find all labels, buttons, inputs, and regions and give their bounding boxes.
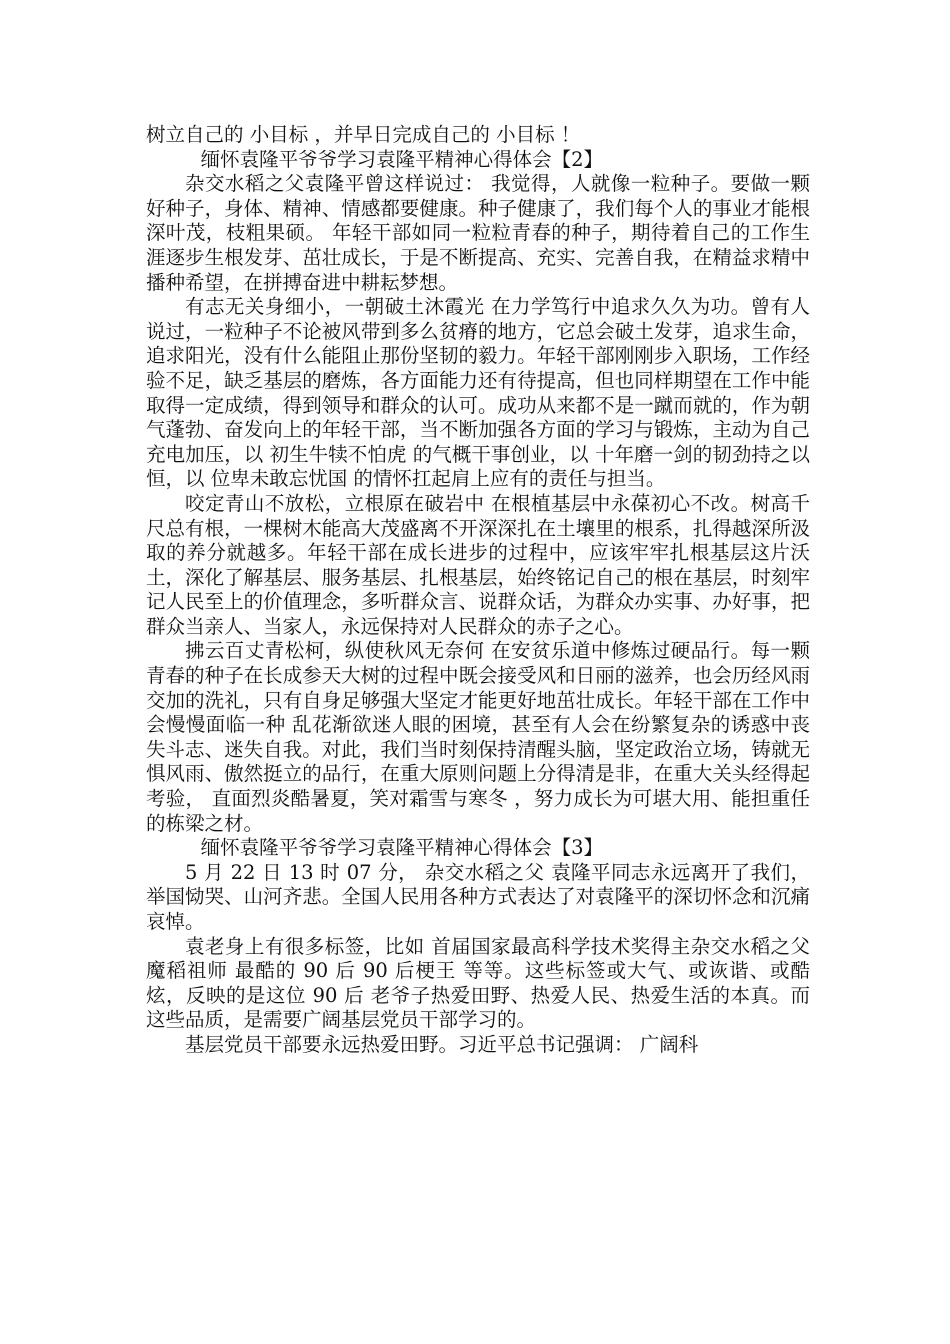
paragraph-seed-quote: 杂交水稻之父袁隆平曾这样说过： 我觉得，人就像一粒种子。要做一颗好种子，身体、精神、情感都要健康。种子健康了，我们每个人的事业才能根深叶茂，枝粗果硕。 年轻干部如同一粒粒青春的种子，期待着自己的工作生涯逐步生根发芽、茁壮成长，于是不断提高、充实、完善自我，在精益求精中播种希望，在拼搏奋进中耕耘梦想。 <box>146 172 810 294</box>
paragraph-grassroots: 咬定青山不放松，立根原在破岩中 在根植基层中永葆初心不改。树高千尺总有根，一棵树木能高大茂盛离不开深深扎在土壤里的根系，扎得越深所汲取的养分就越多。年轻干部在成长进步的过程中，应该牢牢扎根基层这片沃土，深化了解基层、服务基层、扎根基层，始终铭记自己的根在基层，时刻牢记人民至上的价值理念，多听群众言、说群众话，为群众办实事、办好事，把群众当亲人、当家人，永远保持对人民群众的赤子之心。 <box>146 491 810 638</box>
section-heading-2: 缅怀袁隆平爷爷学习袁隆平精神心得体会【2】 <box>200 147 604 171</box>
paragraph-continuation: 树立自己的 小目标 ，并早日完成自己的 小目标 ！ <box>146 123 581 146</box>
paragraph-character: 拂云百丈青松柯，纵使秋风无奈何 在安贫乐道中修炼过硬品行。每一颗青春的种子在长成参天大树的过程中既会接受风和日丽的滋养，也会历经风雨交加的洗礼，只有自身足够强大坚定才能更好地茁壮成长。年轻干部在工作中会慢慢面临一种 乱花渐欲迷人眼的困境，甚至有人会在纷繁复杂的诱惑中丧失斗志、迷失自我。对此，我们当时刻保持清醒头脑，坚定政治立场，铸就无惧风雨、傲然挺立的品行，在重大原则问题上分得清是非，在重大关头经得起考验， 直面烈炎酷暑夏，笑对霜雪与寒冬 ，努力成长为可堪大用、能担重任的栋梁之材。 <box>146 639 810 835</box>
paragraph-aspiration: 有志无关身细小，一朝破土沐霞光 在力学笃行中追求久久为功。曾有人说过，一粒种子不论被风带到多么贫瘠的地方，它总会破土发芽，追求生命，追求阳光，没有什么能阻止那份坚韧的毅力。年轻干部刚刚步入职场，工作经验不足，缺乏基层的磨炼，各方面能力还有待提高，但也同样期望在工作中能取得一定成绩，得到领导和群众的认可。成功从来都不是一蹴而就的，作为朝气蓬勃、奋发向上的年轻干部，当不断加强各方面的学习与锻炼，主动为自己充电加压，以 初生牛犊不怕虎 的气概干事创业，以 十年磨一剑的韧劲持之以恒，以 位卑未敢忘忧国 的情怀扛起肩上应有的责任与担当。 <box>146 295 810 491</box>
paragraph-passing: 5 月 22 日 13 时 07 分， 杂交水稻之父 袁隆平同志永远离开了我们，举国恸哭、山河齐悲。全国人民用各种方式表达了对袁隆平的深切怀念和沉痛哀悼。 <box>146 860 810 933</box>
paragraph-labels: 袁老身上有很多标签，比如 首届国家最高科学技术奖得主杂交水稻之父 魔稻祖师 最酷的 90 后 90 后梗王 等等。这些标签或大气、或诙谐、或酷炫，反映的是这位 90 后 老爷子热爱田野、热爱人民、热爱生活的本真。而这些品质，是需要广阔基层党员干部学习的。 <box>146 934 810 1032</box>
section-heading-3: 缅怀袁隆平爷爷学习袁隆平精神心得体会【3】 <box>200 836 604 860</box>
document-body <box>146 123 810 1058</box>
paragraph-love-fields: 基层党员干部要永远热爱田野。习近平总书记强调： 广阔科 <box>185 1032 699 1056</box>
